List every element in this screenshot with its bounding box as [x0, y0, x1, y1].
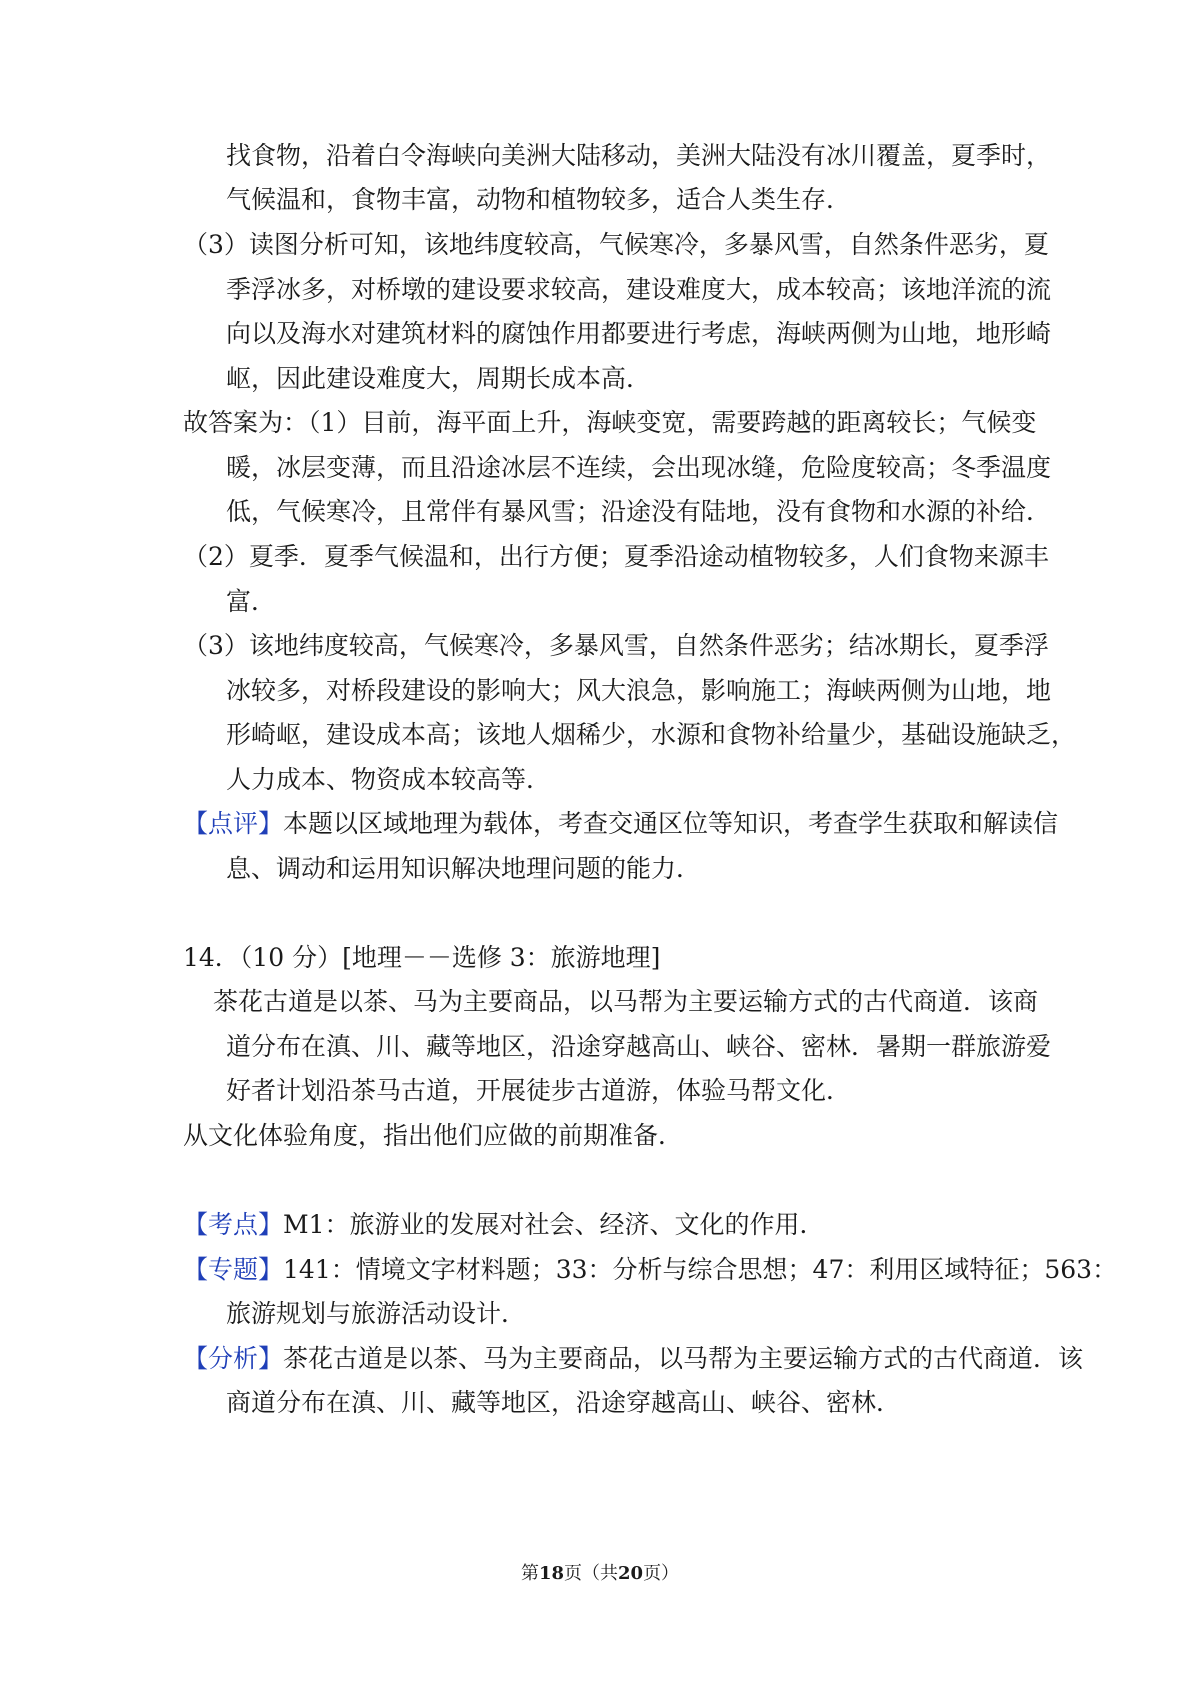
text-line: 冰较多，对桥段建设的影响大；风大浪急，影响施工；海峡两侧为山地，地 [226, 676, 1052, 705]
kaodian-line [183, 1201, 825, 1249]
comment-text: 本题以区域地理为载体，考查交通区位等知识，考查学生获取和解读信 [283, 809, 1059, 838]
question-title: 14．（10 分）[地理－－选修 3：旅游地理] [183, 943, 661, 972]
comment-line [183, 800, 1058, 848]
page-footer [0, 1562, 1200, 1586]
fenxi-text: 茶花古道是以茶、马为主要商品，以马帮为主要运输方式的古代商道．该 [283, 1344, 1084, 1373]
comment-tag: 【点评】 [183, 809, 284, 838]
text-line: 旅游规划与旅游活动设计． [226, 1299, 527, 1328]
zhuanti-line [183, 1246, 1117, 1294]
text-line: 岖，因此建设难度大，周期长成本高． [226, 364, 652, 393]
question-text-line: 茶花古道是以茶、马为主要商品，以马帮为主要运输方式的古代商道．该商 [213, 987, 1039, 1016]
text-line: 找食物，沿着白令海峡向美洲大陆移动，美洲大陆没有冰川覆盖，夏季时， [226, 141, 1052, 170]
question-text-line: 道分布在滇、川、藏等地区，沿途穿越高山、峡谷、密林．暑期一群旅游爱 [226, 1032, 1052, 1061]
zhuanti-tag: 【专题】 [183, 1255, 284, 1284]
text-line: 富． [226, 587, 277, 616]
text-line: 向以及海水对建筑材料的腐蚀作用都要进行考虑，海峡两侧为山地，地形崎 [226, 319, 1052, 348]
text-line: （3）读图分析可知，该地纬度较高，气候寒冷，多暴风雪，自然条件恶劣，夏 [183, 230, 1049, 259]
text-line: 商道分布在滇、川、藏等地区，沿途穿越高山、峡谷、密林． [226, 1388, 902, 1417]
text-line: 形崎岖，建设成本高；该地人烟稀少，水源和食物补给量少，基础设施缺乏， [226, 720, 1077, 749]
footer-suffix: 页） [643, 1563, 680, 1584]
text-line: 季浮冰多，对桥墩的建设要求较高，建设难度大，成本较高；该地洋流的流 [226, 275, 1052, 304]
footer-prefix: 第 [520, 1563, 539, 1584]
fenxi-tag: 【分析】 [183, 1344, 284, 1373]
text-line: 低，气候寒冷，且常伴有暴风雪；沿途没有陆地，没有食物和水源的补给． [226, 497, 1052, 526]
fenxi-line [183, 1335, 1083, 1383]
text-line: 人力成本、物资成本较高等． [226, 765, 552, 794]
text-line: 息、调动和运用知识解决地理问题的能力． [226, 854, 702, 883]
answer-heading-line: 故答案为：（1）目前，海平面上升，海峡变宽，需要跨越的距离较长；气候变 [183, 408, 1037, 437]
footer-middle: 页（共 [564, 1563, 618, 1584]
kaodian-tag: 【考点】 [183, 1210, 284, 1239]
text-line: 暖，冰层变薄，而且沿途冰层不连续，会出现冰缝，危险度较高；冬季温度 [226, 453, 1052, 482]
footer-total-pages: 20 [618, 1563, 644, 1584]
footer-current-page: 18 [538, 1563, 564, 1584]
question-text-line: 好者计划沿茶马古道，开展徒步古道游，体验马帮文化． [226, 1076, 852, 1105]
text-line: （2）夏季．夏季气候温和，出行方便；夏季沿途动植物较多，人们食物来源丰 [183, 542, 1049, 571]
kaodian-text: M1：旅游业的发展对社会、经济、文化的作用． [283, 1210, 825, 1239]
text-line: （3）该地纬度较高，气候寒冷，多暴风雪，自然条件恶劣；结冰期长，夏季浮 [183, 631, 1049, 660]
question-prompt: 从文化体验角度，指出他们应做的前期准备． [183, 1121, 684, 1150]
zhuanti-text: 141：情境文字材料题；33：分析与综合思想；47：利用区域特征；563： [283, 1255, 1118, 1284]
text-line: 气候温和，食物丰富，动物和植物较多，适合人类生存． [226, 185, 852, 214]
